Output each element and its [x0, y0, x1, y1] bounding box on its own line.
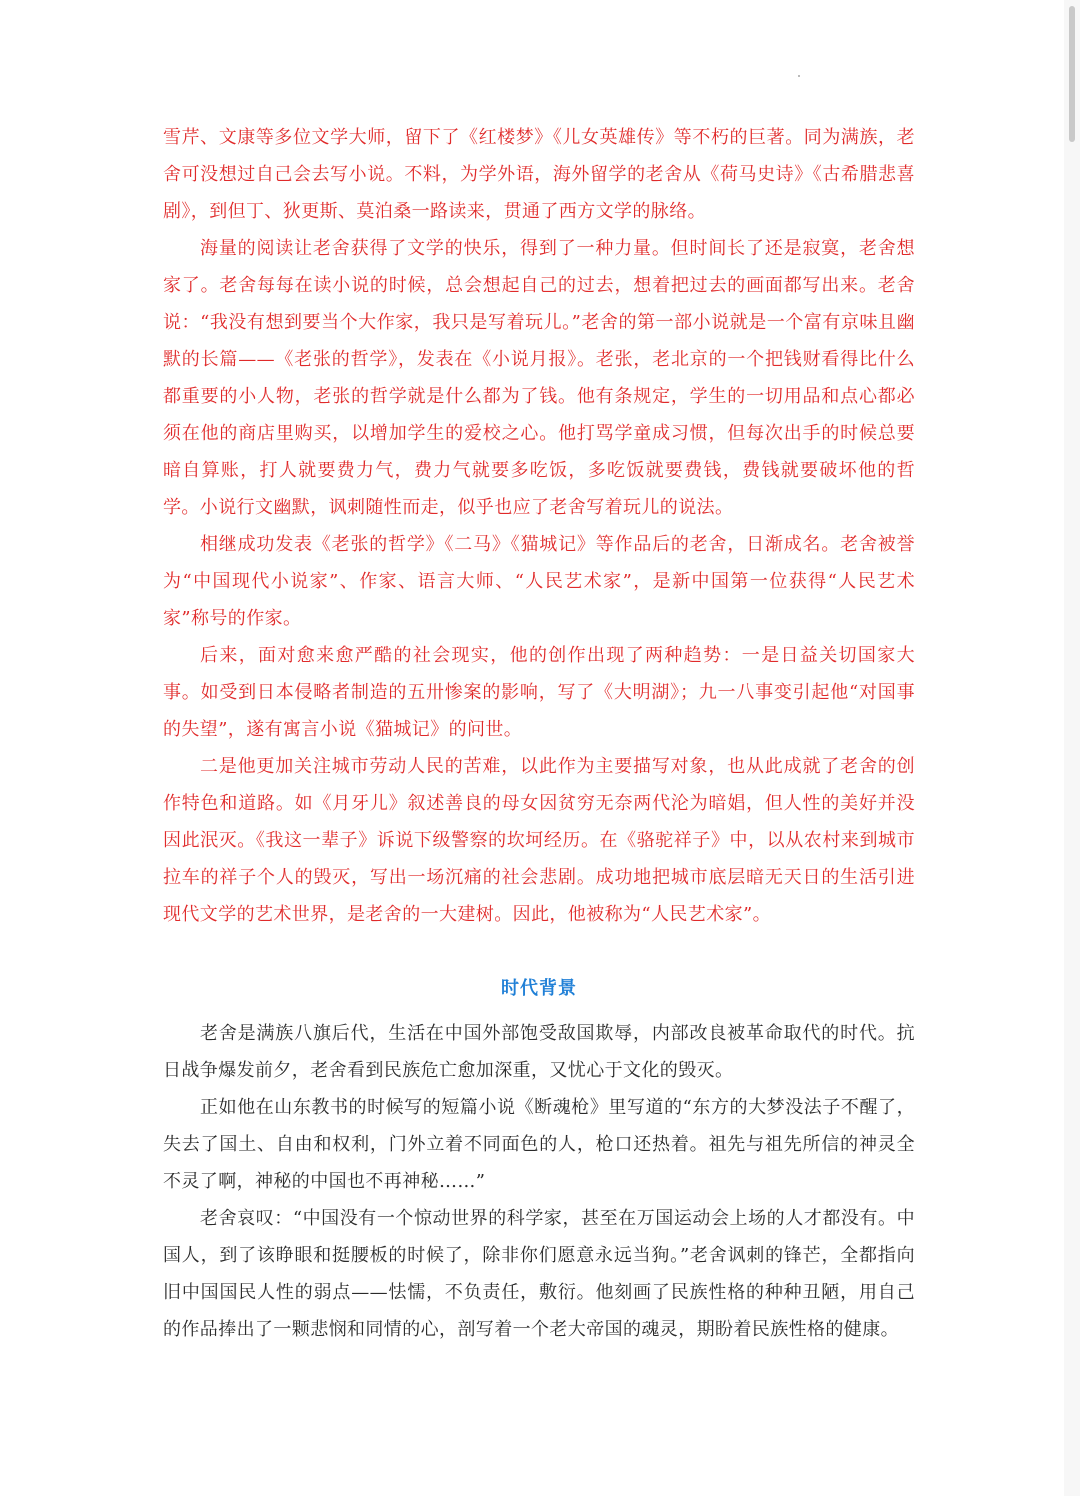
paragraph-quote: 正如他在山东教书的时候写的短篇小说《断魂枪》里写道的“东方的大梦没法子不醒了，失去了国土、自由和权利，门外立着不同面色的人，枪口还热着。祖先与祖先所信的神灵全不灵了啊，神秘的中国也不再神秘……” [163, 1097, 915, 1192]
scrollbar-thumb[interactable] [1069, 6, 1075, 142]
paragraph-intro: 雪芹、文康等多位文学大师，留下了《红楼梦》《儿女英雄传》等不朽的巨著。同为满族，老舍可没想过自己会去写小说。不料，为学外语，海外留学的老舍从《荷马史诗》《古希腊悲喜剧》，到但丁、狄更斯、莫泊桑一路读来，贯通了西方文学的脉络。 [163, 127, 915, 222]
scan-speck [798, 75, 800, 77]
paragraph-first-novel: 海量的阅读让老舍获得了文学的快乐，得到了一种力量。但时间长了还是寂寞，老舍想家了。老舍每每在读小说的时候，总会想起自己的过去，想着把过去的画面都写出来。老舍说：“我没有想到要当个大作家，我只是写着玩儿。”老舍的第一部小说就是一个富有京味且幽默的长篇——《老张的哲学》，发表在《小说月报》。老张，老北京的一个把钱财看得比什么都重要的小人物，老张的哲学就是什么都为了钱。他有条规定，学生的一切用品和点心都必须在他的商店里购买，以增加学生的爱校之心。他打骂学童成习惯，但每次出手的时候总要暗自算账，打人就要费力气，费力气就要多吃饭，多吃饭就要费钱，费钱就要破坏他的哲学。小说行文幽默，讽刺随性而走，似乎也应了老舍写着玩儿的说法。 [163, 238, 915, 518]
paragraph-background: 老舍是满族八旗后代，生活在中国外部饱受敌国欺辱，内部改良被革命取代的时代。抗日战争爆发前夕，老舍看到民族危亡愈加深重，又忧心于文化的毁灭。 [163, 1023, 915, 1081]
paragraph-trend-two: 二是他更加关注城市劳动人民的苦难，以此作为主要描写对象，也从此成就了老舍的创作特色和道路。如《月牙儿》叙述善良的母女因贫穷无奈两代沦为暗娼，但人性的美好并没因此泯灭。《我这一辈子》诉说下级警察的坎坷经历。在《骆驼祥子》中，以从农村来到城市拉车的祥子个人的毁灭，写出一场沉痛的社会悲剧。成功地把城市底层暗无天日的生活引进现代文学的艺术世界，是老舍的一大建树。因此，他被称为“人民艺术家”。 [163, 756, 915, 925]
paragraph-lament: 老舍哀叹：“中国没有一个惊动世界的科学家，甚至在万国运动会上场的人才都没有。中国人，到了该睁眼和挺腰板的时候了，除非你们愿意永远当狗。”老舍讽刺的锋芒，全都指向旧中国国民人性的弱点——怯懦，不负责任，敷衍。他刻画了民族性格的种种丑陋，用自己的作品捧出了一颗悲悯和同情的心，剖写着一个老大帝国的魂灵，期盼着民族性格的健康。 [163, 1208, 915, 1340]
document-content [163, 119, 915, 1348]
paragraph-fame: 相继成功发表《老张的哲学》《二马》《猫城记》等作品后的老舍，日渐成名。老舍被誉为“中国现代小说家”、作家、语言大师、“人民艺术家”，是新中国第一位获得“人民艺术家”称号的作家。 [163, 534, 915, 629]
section-heading: 时代背景 [501, 978, 577, 999]
vertical-scrollbar[interactable] [1064, 0, 1080, 1496]
paragraph-trend-one: 后来，面对愈来愈严酷的社会现实，他的创作出现了两种趋势：一是日益关切国家大事。如受到日本侵略者制造的五卅惨案的影响，写了《大明湖》；九一八事变引起他“对国事的失望”，遂有寓言小说《猫城记》的问世。 [163, 645, 915, 740]
